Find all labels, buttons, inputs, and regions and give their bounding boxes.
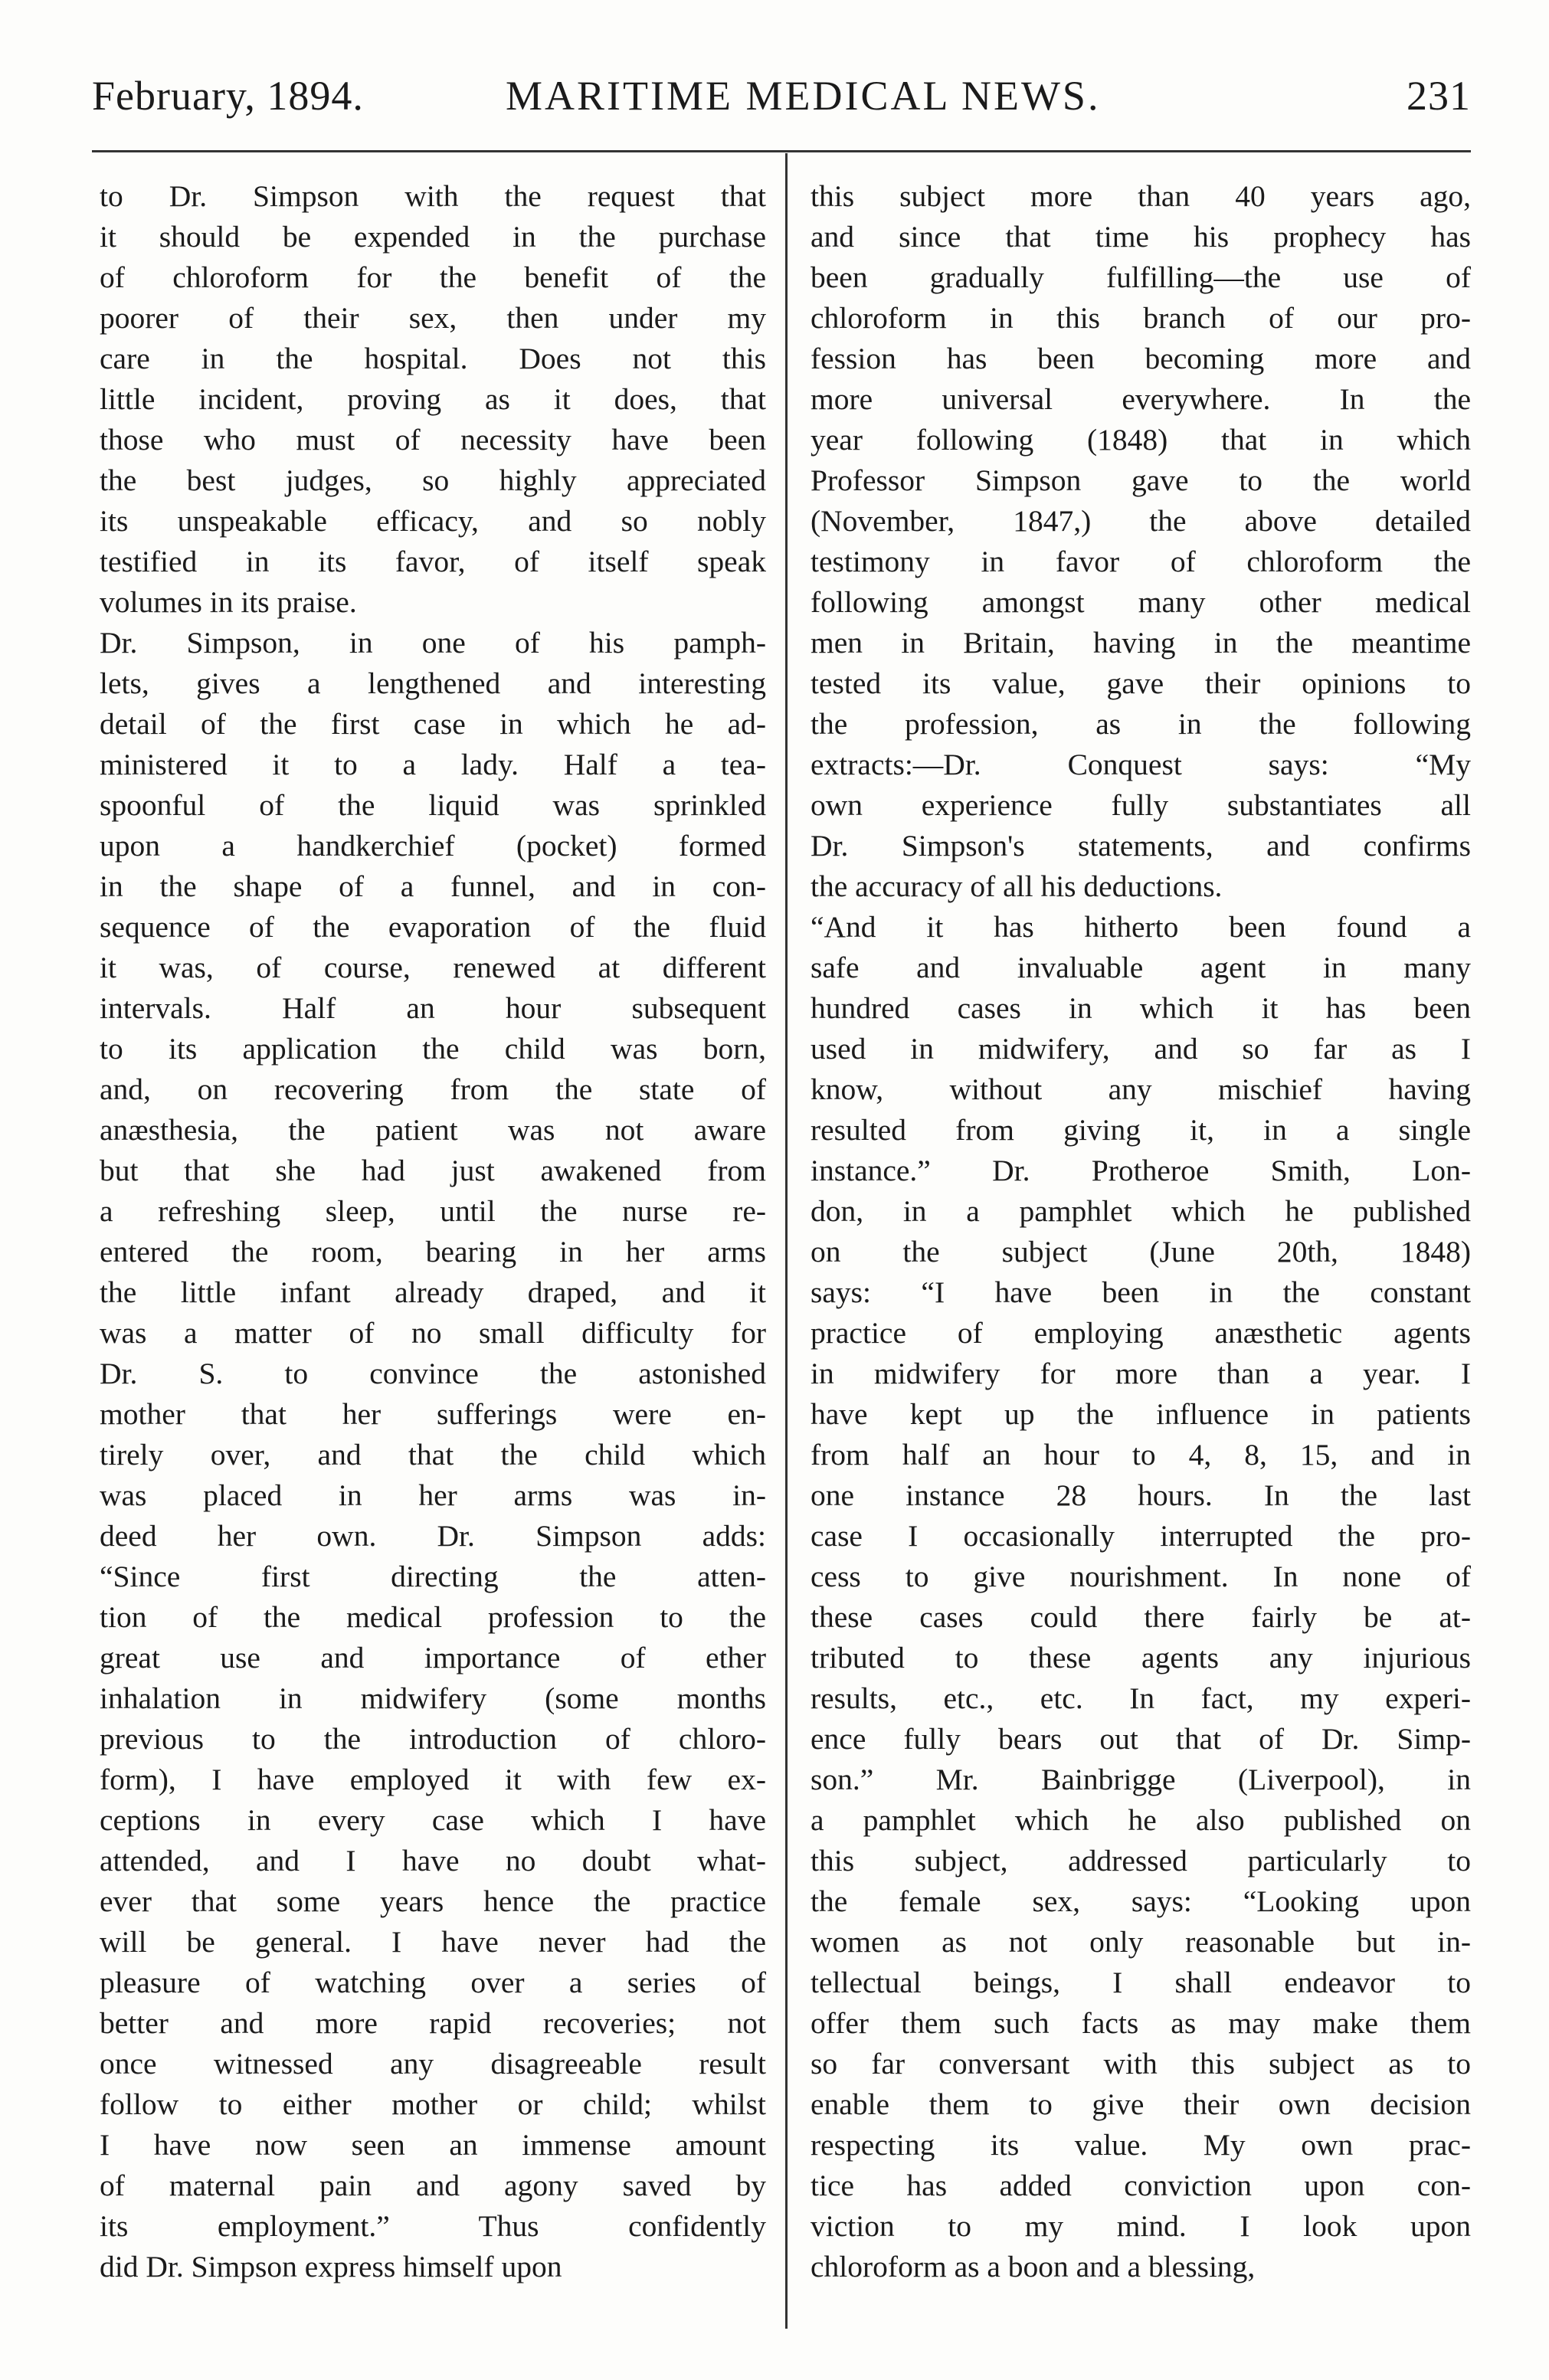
text-line: tributed to these agents any injurious bbox=[811, 1641, 1471, 1675]
text-line: to Dr. Simpson with the request that bbox=[100, 179, 766, 213]
issue-date: February, 1894. bbox=[92, 73, 364, 119]
text-line: inhalation in midwifery (some months bbox=[100, 1681, 766, 1715]
text-line: and, on recovering from the state of bbox=[100, 1072, 766, 1106]
text-line: know, without any mischief having bbox=[811, 1072, 1471, 1106]
left-paragraph bbox=[100, 176, 766, 2287]
text-line: (November, 1847,) the above detailed bbox=[811, 504, 1471, 538]
text-line: a pamphlet which he also published on bbox=[811, 1803, 1471, 1837]
text-line: one instance 28 hours. In the last bbox=[811, 1478, 1471, 1512]
text-line: intervals. Half an hour subsequent bbox=[100, 991, 766, 1025]
text-line: care in the hospital. Does not this bbox=[100, 342, 766, 375]
text-line: little incident, proving as it does, that bbox=[100, 382, 766, 416]
right-column bbox=[811, 176, 1471, 2287]
text-line: great use and importance of ether bbox=[100, 1641, 766, 1675]
text-line: respecting its value. My own prac- bbox=[811, 2128, 1471, 2162]
text-line: sequence of the evaporation of the fluid bbox=[100, 910, 766, 944]
right-paragraph bbox=[811, 176, 1471, 2287]
text-line: its unspeakable efficacy, and so nobly bbox=[100, 504, 766, 538]
text-line: offer them such facts as may make them bbox=[811, 2006, 1471, 2040]
text-line: previous to the introduction of chloro- bbox=[100, 1722, 766, 1756]
text-line: case I occasionally interrupted the pro- bbox=[811, 1519, 1471, 1553]
text-line: but that she had just awakened from bbox=[100, 1154, 766, 1187]
text-line: instance.” Dr. Protheroe Smith, Lon- bbox=[811, 1154, 1471, 1187]
text-line: ministered it to a lady. Half a tea- bbox=[100, 748, 766, 781]
text-line: have kept up the influence in patients bbox=[811, 1397, 1471, 1431]
text-line: so far conversant with this subject as to bbox=[811, 2047, 1471, 2080]
text-line: lets, gives a lengthened and interesting bbox=[100, 666, 766, 700]
text-line: Dr. Simpson, in one of his pamph- bbox=[100, 626, 766, 660]
text-line: Dr. S. to convince the astonished bbox=[100, 1357, 766, 1390]
text-line: own experience fully substantiates all bbox=[811, 788, 1471, 822]
text-line: it should be expended in the purchase bbox=[100, 220, 766, 254]
text-line: “Since first directing the atten- bbox=[100, 1560, 766, 1593]
text-line: it was, of course, renewed at different bbox=[100, 951, 766, 984]
column-divider bbox=[785, 153, 788, 2329]
text-line: year following (1848) that in which bbox=[811, 423, 1471, 457]
text-line: ence fully bears out that of Dr. Simp- bbox=[811, 1722, 1471, 1756]
text-line: testified in its favor, of itself speak bbox=[100, 545, 766, 578]
page-number: 231 bbox=[1407, 73, 1471, 119]
text-line: tirely over, and that the child which bbox=[100, 1438, 766, 1472]
text-line: Professor Simpson gave to the world bbox=[811, 463, 1471, 497]
text-line: resulted from giving it, in a single bbox=[811, 1113, 1471, 1147]
text-line: better and more rapid recoveries; not bbox=[100, 2006, 766, 2040]
text-line: used in midwifery, and so far as I bbox=[811, 1032, 1471, 1066]
text-line: extracts:—Dr. Conquest says: “My bbox=[811, 748, 1471, 781]
text-line: the little infant already draped, and it bbox=[100, 1275, 766, 1309]
running-header bbox=[92, 69, 1471, 123]
text-line: in midwifery for more than a year. I bbox=[811, 1357, 1471, 1390]
text-line: cess to give nourishment. In none of bbox=[811, 1560, 1471, 1593]
text-line: son.” Mr. Bainbrigge (Liverpool), in bbox=[811, 1763, 1471, 1796]
text-line: “And it has hitherto been found a bbox=[811, 910, 1471, 944]
text-line: results, etc., etc. In fact, my experi- bbox=[811, 1681, 1471, 1715]
text-line: the profession, as in the following bbox=[811, 707, 1471, 741]
text-line: Dr. Simpson's statements, and confirms bbox=[811, 829, 1471, 863]
text-line: testimony in favor of chloroform the bbox=[811, 545, 1471, 578]
text-line: was placed in her arms was in- bbox=[100, 1478, 766, 1512]
text-line: been gradually fulfilling—the use of bbox=[811, 260, 1471, 294]
text-line: tested its value, gave their opinions to bbox=[811, 666, 1471, 700]
text-line: enable them to give their own decision bbox=[811, 2087, 1471, 2121]
text-line: will be general. I have never had the bbox=[100, 1925, 766, 1959]
text-line: viction to my mind. I look upon bbox=[811, 2209, 1471, 2243]
text-line: fession has been becoming more and bbox=[811, 342, 1471, 375]
text-line: don, in a pamphlet which he published bbox=[811, 1194, 1471, 1228]
text-line: ceptions in every case which I have bbox=[100, 1803, 766, 1837]
text-line: entered the room, bearing in her arms bbox=[100, 1235, 766, 1269]
text-line: I have now seen an immense amount bbox=[100, 2128, 766, 2162]
text-line: attended, and I have no doubt what- bbox=[100, 1844, 766, 1877]
text-line: pleasure of watching over a series of bbox=[100, 1966, 766, 1999]
text-line: mother that her sufferings were en- bbox=[100, 1397, 766, 1431]
text-line: hundred cases in which it has been bbox=[811, 991, 1471, 1025]
text-line: tellectual beings, I shall endeavor to bbox=[811, 1966, 1471, 1999]
text-line: those who must of necessity have been bbox=[100, 423, 766, 457]
text-line: did Dr. Simpson express himself upon bbox=[100, 2250, 562, 2283]
text-line: poorer of their sex, then under my bbox=[100, 301, 766, 335]
text-line: follow to either mother or child; whilst bbox=[100, 2087, 766, 2121]
text-line: this subject, addressed particularly to bbox=[811, 1844, 1471, 1877]
text-line: form), I have employed it with few ex- bbox=[100, 1763, 766, 1796]
header-rule bbox=[92, 150, 1471, 152]
text-line: tion of the medical profession to the bbox=[100, 1600, 766, 1634]
text-line: upon a handkerchief (pocket) formed bbox=[100, 829, 766, 863]
text-line: men in Britain, having in the meantime bbox=[811, 626, 1471, 660]
text-line: volumes in its praise. bbox=[100, 585, 357, 619]
text-line: on the subject (June 20th, 1848) bbox=[811, 1235, 1471, 1269]
text-line: the accuracy of all his deductions. bbox=[811, 869, 1223, 903]
text-line: ever that some years hence the practice bbox=[100, 1884, 766, 1918]
text-line: chloroform in this branch of our pro- bbox=[811, 301, 1471, 335]
text-line: more universal everywhere. In the bbox=[811, 382, 1471, 416]
text-line: to its application the child was born, bbox=[100, 1032, 766, 1066]
text-line: in the shape of a funnel, and in con- bbox=[100, 869, 766, 903]
text-line: deed her own. Dr. Simpson adds: bbox=[100, 1519, 766, 1553]
text-line: of chloroform for the benefit of the bbox=[100, 260, 766, 294]
text-line: says: “I have been in the constant bbox=[811, 1275, 1471, 1309]
text-line: practice of employing anæsthetic agents bbox=[811, 1316, 1471, 1350]
text-line: spoonful of the liquid was sprinkled bbox=[100, 788, 766, 822]
text-line: the female sex, says: “Looking upon bbox=[811, 1884, 1471, 1918]
text-line: tice has added conviction upon con- bbox=[811, 2169, 1471, 2202]
text-line: its employment.” Thus confidently bbox=[100, 2209, 766, 2243]
text-line: was a matter of no small difficulty for bbox=[100, 1316, 766, 1350]
text-line: following amongst many other medical bbox=[811, 585, 1471, 619]
text-line: and since that time his prophecy has bbox=[811, 220, 1471, 254]
text-line: a refreshing sleep, until the nurse re- bbox=[100, 1194, 766, 1228]
text-line: detail of the first case in which he ad- bbox=[100, 707, 766, 741]
text-line: safe and invaluable agent in many bbox=[811, 951, 1471, 984]
text-line: women as not only reasonable but in- bbox=[811, 1925, 1471, 1959]
text-line: once witnessed any disagreeable result bbox=[100, 2047, 766, 2080]
left-column bbox=[100, 176, 766, 2287]
text-line: chloroform as a boon and a blessing, bbox=[811, 2250, 1256, 2283]
journal-title: MARITIME MEDICAL NEWS. bbox=[506, 73, 1101, 119]
text-line: these cases could there fairly be at- bbox=[811, 1600, 1471, 1634]
text-line: this subject more than 40 years ago, bbox=[811, 179, 1471, 213]
text-line: from half an hour to 4, 8, 15, and in bbox=[811, 1438, 1471, 1472]
text-line: the best judges, so highly appreciated bbox=[100, 463, 766, 497]
text-line: anæsthesia, the patient was not aware bbox=[100, 1113, 766, 1147]
text-line: of maternal pain and agony saved by bbox=[100, 2169, 766, 2202]
